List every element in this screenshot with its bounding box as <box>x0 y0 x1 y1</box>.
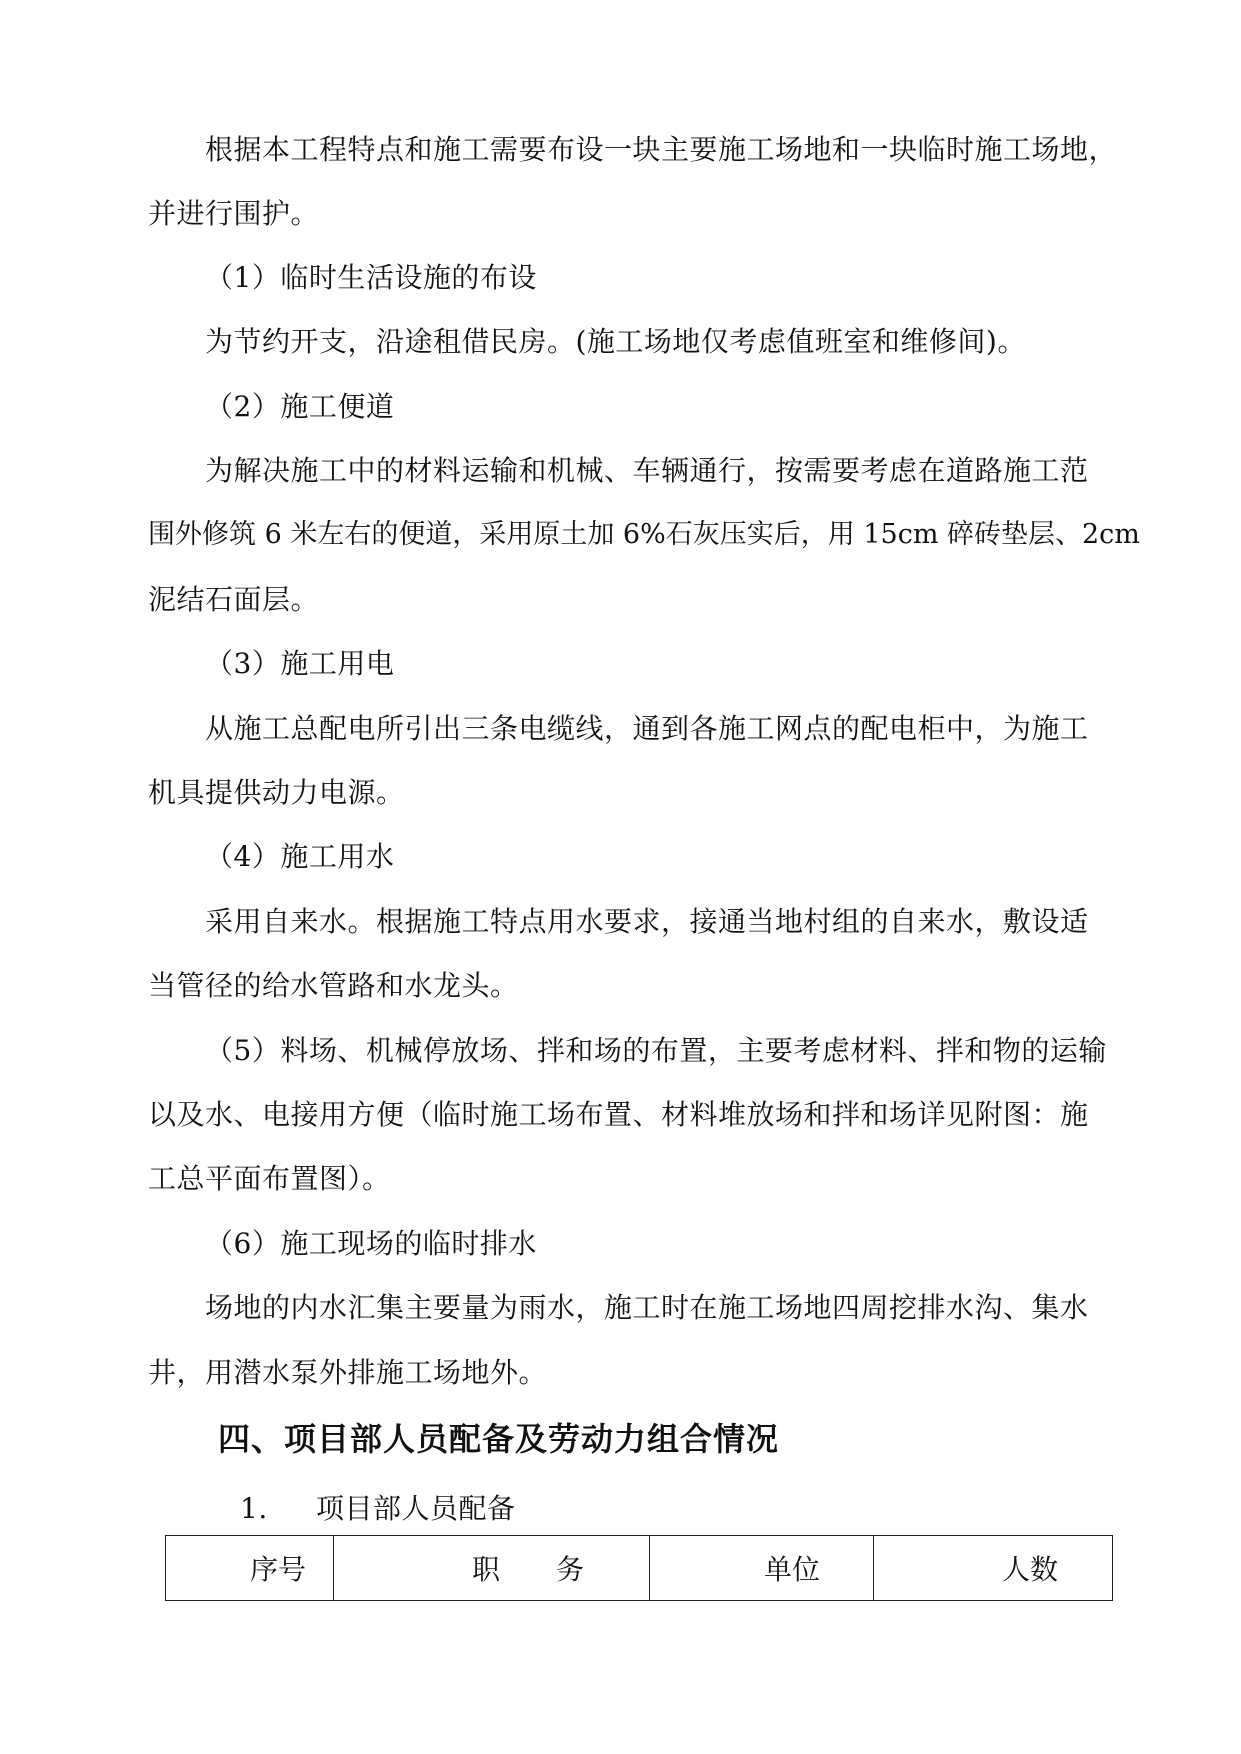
table-header-cell: 单位 <box>650 1536 874 1600</box>
table-header-cell: 人数 <box>1002 1553 1059 1586</box>
subsection-title: （5）料场、机械停放场、拌和场的布置，主要考虑材料、拌和物的运输 <box>205 1034 1107 1067</box>
paragraph-line: 井，用潜水泵外排施工场地外。 <box>148 1356 548 1389</box>
subsection-title: （3）施工用电 <box>205 647 395 680</box>
paragraph-line: 泥结石面层。 <box>148 583 320 616</box>
paragraph-line: 根据本工程特点和施工需要布设一块主要施工场地和一块临时施工场地， <box>205 133 1118 166</box>
paragraph-line: 并进行围护。 <box>148 197 320 230</box>
subsection-title: （4）施工用水 <box>205 840 395 873</box>
paragraph-line: 机具提供动力电源。 <box>148 776 405 809</box>
paragraph-line: 当管径的给水管路和水龙头。 <box>148 969 519 1002</box>
subsection-title: （1）临时生活设施的布设 <box>205 261 537 294</box>
paragraph-line: 采用自来水。根据施工特点用水要求，接通当地村组的自来水，敷设适 <box>205 905 1089 938</box>
paragraph-line: 场地的内水汇集主要量为雨水，施工时在施工场地四周挖排水沟、集水 <box>205 1291 1089 1324</box>
table-header-cell: 序号 <box>166 1536 334 1600</box>
subheading-number: 1. <box>240 1492 268 1525</box>
table-header-cell: 职 务 <box>334 1536 650 1600</box>
section-heading: 四、项目部人员配备及劳动力组合情况 <box>218 1420 780 1458</box>
subsection-title: （2）施工便道 <box>205 390 395 423</box>
paragraph-line: 工总平面布置图）。 <box>148 1162 391 1195</box>
paragraph-line: 从施工总配电所引出三条电缆线，通到各施工网点的配电柜中，为施工 <box>205 712 1089 745</box>
subsection-title: （6）施工现场的临时排水 <box>205 1227 537 1260</box>
paragraph-line: 为解决施工中的材料运输和机械、车辆通行，按需要考虑在道路施工范 <box>205 454 1089 487</box>
paragraph-line: 以及水、电接用方便（临时施工场布置、材料堆放场和拌和场详见附图：施 <box>148 1098 1089 1131</box>
subheading-text: 项目部人员配备 <box>316 1492 516 1525</box>
paragraph-line: 为节约开支，沿途租借民房。(施工场地仅考虑值班室和维修间)。 <box>205 325 1026 358</box>
staff-table <box>165 1535 1113 1601</box>
paragraph-line: 围外修筑 6 米左右的便道，采用原土加 6%石灰压实后，用 15cm 碎砖垫层、2cm <box>148 519 1140 550</box>
